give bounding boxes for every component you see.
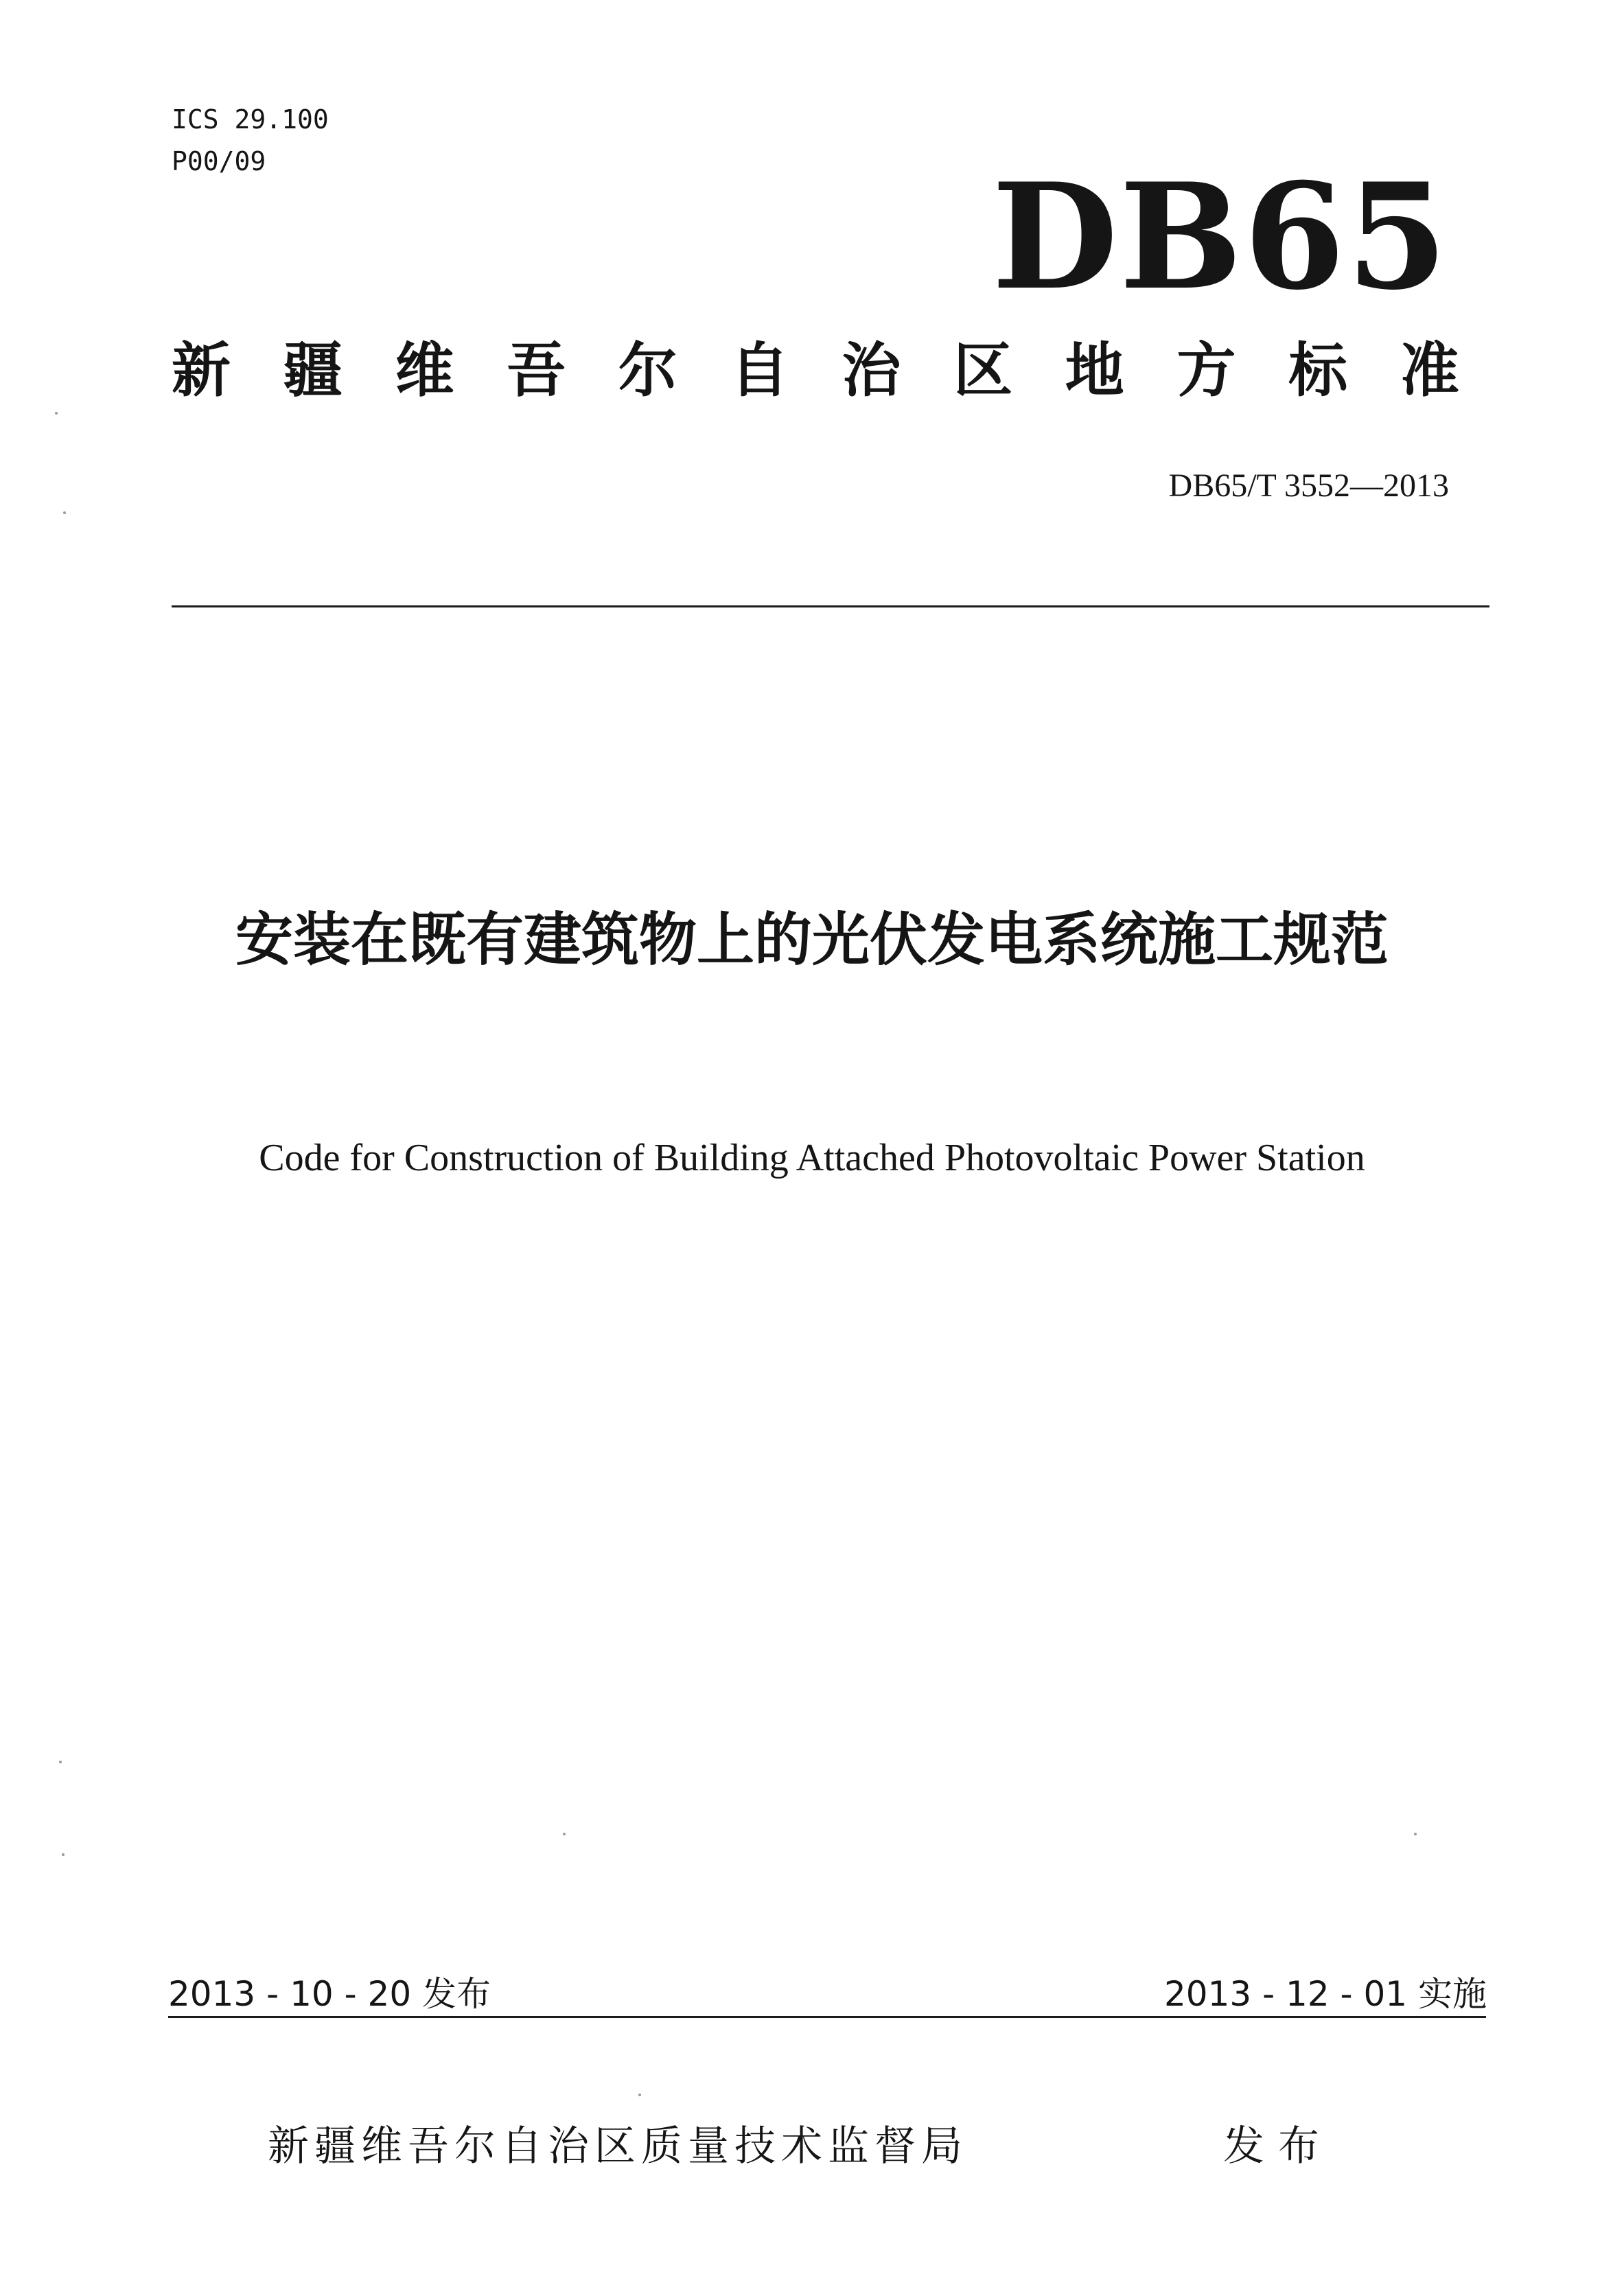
ics-code: ICS 29.100 (172, 104, 329, 135)
scan-speck (55, 412, 58, 415)
issuer-title: 新 疆 维 吾 尔 自 治 区 地 方 标 准 (172, 336, 1459, 405)
scan-speck (563, 1833, 566, 1835)
english-title: Code for Construction of Building Attached Photovoltaic Power Station (259, 1137, 1365, 1179)
issue-date: 2013 - 10 - 20 发布 (168, 1974, 491, 2014)
classification-code: P00/09 (172, 146, 266, 176)
scan-speck (1414, 1833, 1417, 1835)
bottom-divider (168, 2016, 1486, 2018)
scan-speck (59, 1761, 62, 1763)
publisher-name: 新疆维吾尔自治区质量技术监督局 (268, 2122, 968, 2170)
implementation-date: 2013 - 12 - 01 实施 (1163, 1974, 1487, 2014)
scan-speck (638, 2094, 641, 2096)
publish-label: 发布 (1223, 2122, 1333, 2170)
top-divider (172, 605, 1489, 607)
scan-speck (63, 511, 66, 514)
scan-speck (62, 1853, 65, 1856)
chinese-title: 安装在既有建筑物上的光伏发电系统施工规范 (235, 906, 1389, 973)
standard-number: DB65/T 3552—2013 (1168, 467, 1449, 504)
db-logo: DB65 (991, 151, 1449, 322)
